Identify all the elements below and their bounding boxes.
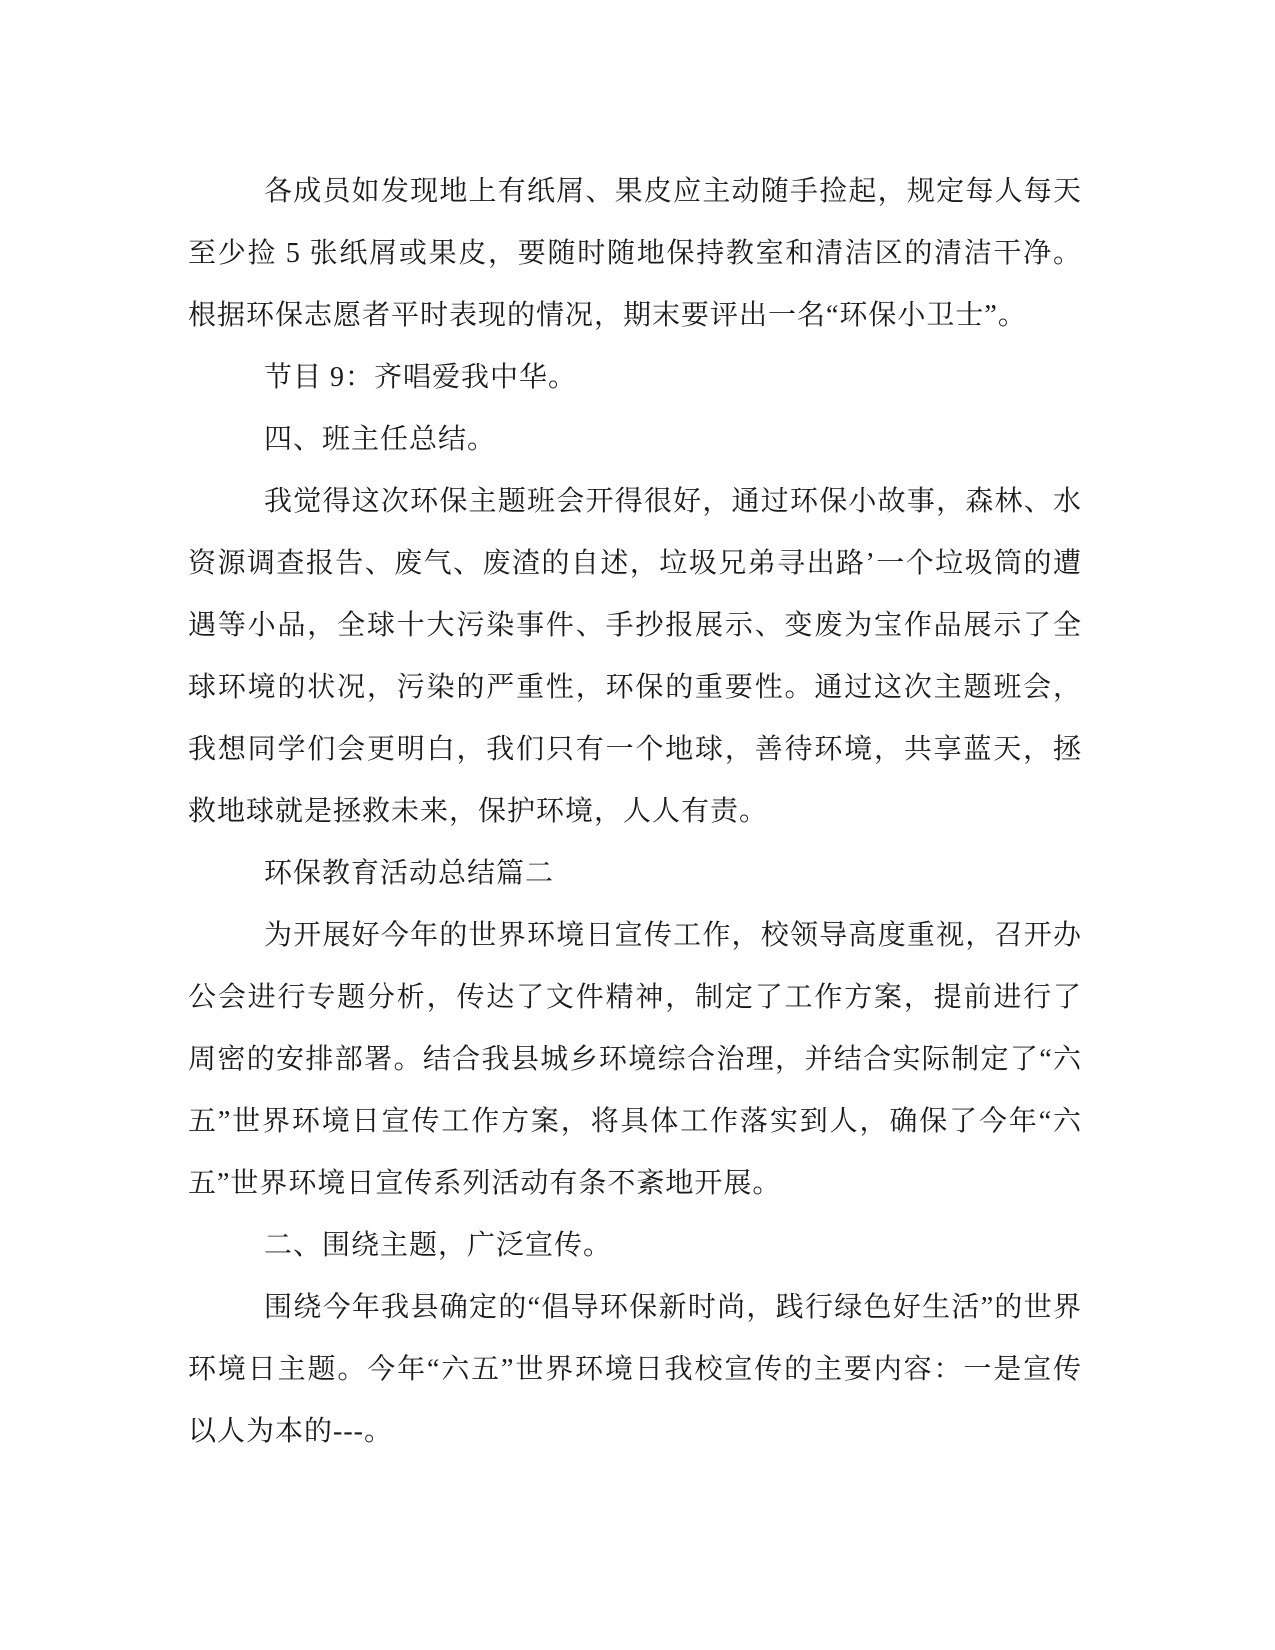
text-line: 以人为本的---。 — [188, 1416, 393, 1447]
text-line: 五”世界环境日宣传工作方案，将具体工作落实到人，确保了今年“六 — [188, 1106, 1082, 1137]
text-line: 至少捡 5 张纸屑或果皮，要随时随地保持教室和清洁区的清洁干净。 — [188, 238, 1082, 269]
text-line: 我觉得这次环保主题班会开得很好，通过环保小故事，森林、水 — [264, 486, 1082, 517]
text-line: 周密的安排部署。结合我县城乡环境综合治理，并结合实际制定了“六 — [188, 1044, 1082, 1075]
text-line: 球环境的状况，污染的严重性，环保的重要性。通过这次主题班会， — [188, 672, 1082, 703]
text-line: 遇等小品，全球十大污染事件、手抄报展示、变废为宝作品展示了全 — [188, 610, 1082, 641]
text-line: 为开展好今年的世界环境日宣传工作，校领导高度重视，召开办 — [264, 920, 1082, 951]
text-line: 环保教育活动总结篇二 — [264, 858, 555, 889]
text-line: 根据环保志愿者平时表现的情况，期末要评出一名“环保小卫士”。 — [188, 300, 1027, 331]
text-line: 公会进行专题分析，传达了文件精神，制定了工作方案，提前进行了 — [188, 982, 1082, 1013]
text-line: 五”世界环境日宣传系列活动有条不紊地开展。 — [188, 1168, 782, 1199]
text-line: 我想同学们会更明白，我们只有一个地球，善待环境，共享蓝天，拯 — [188, 734, 1082, 765]
text-line: 救地球就是拯救未来，保护环境，人人有责。 — [188, 796, 769, 827]
document-body — [188, 161, 1082, 1463]
text-line: 各成员如发现地上有纸屑、果皮应主动随手捡起，规定每人每天 — [264, 176, 1082, 207]
text-line: 节目 9：齐唱爱我中华。 — [264, 362, 578, 393]
text-line: 围绕今年我县确定的“倡导环保新时尚，践行绿色好生活”的世界 — [264, 1292, 1082, 1323]
text-line: 环境日主题。今年“六五”世界环境日我校宣传的主要内容：一是宣传 — [188, 1354, 1082, 1385]
text-line: 四、班主任总结。 — [264, 424, 497, 455]
text-line: 二、围绕主题，广泛宣传。 — [264, 1230, 613, 1261]
text-line: 资源调查报告、废气、废渣的自述，垃圾兄弟寻出路’一个垃圾筒的遭 — [188, 548, 1082, 579]
